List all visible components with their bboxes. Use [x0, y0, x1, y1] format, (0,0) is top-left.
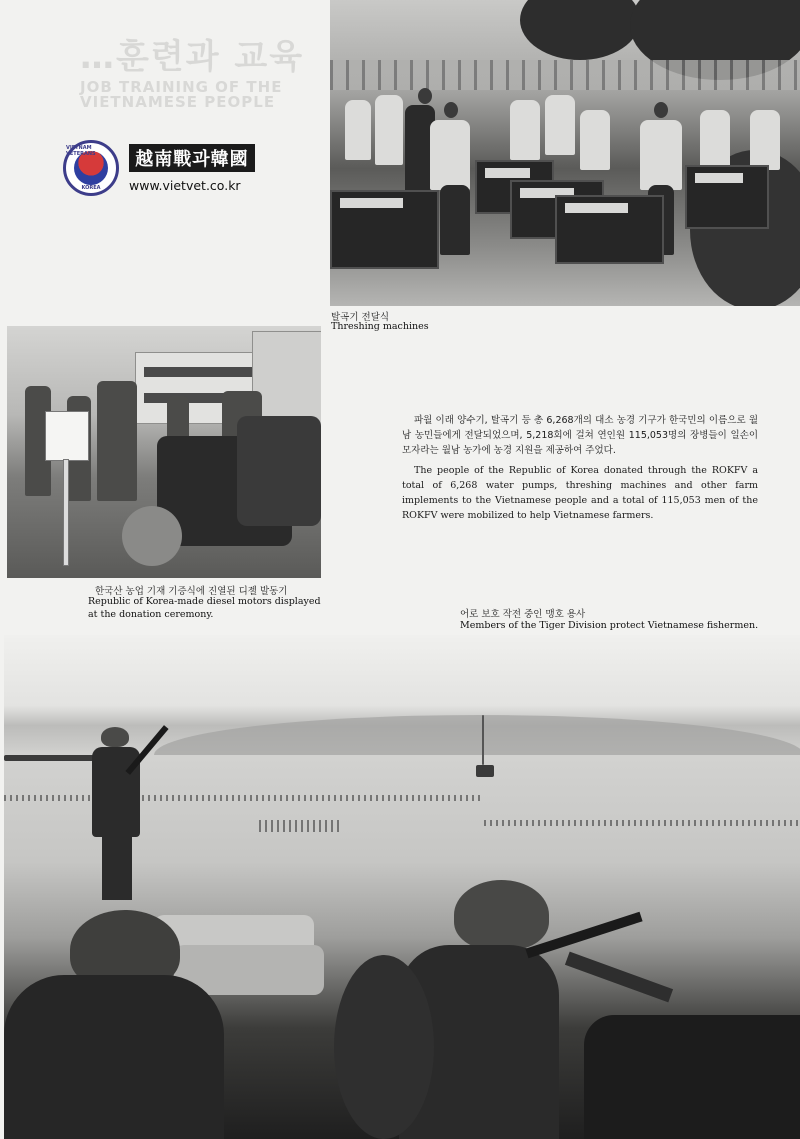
- seal-top-text: VIETNAM VETERANS: [66, 145, 96, 157]
- gunner-left: [4, 975, 224, 1139]
- mountain-range: [154, 715, 800, 755]
- photo-diesel-motors: [7, 326, 321, 578]
- gunner-helmet: [454, 880, 549, 950]
- person-figure: [430, 120, 470, 190]
- photo-tiger-division: [4, 635, 800, 1139]
- sign-post: [63, 459, 69, 566]
- display-sign: [45, 411, 89, 461]
- bleed-through-heading: [80, 37, 340, 111]
- veterans-seal-icon: [63, 140, 119, 196]
- soldier-figure: [97, 381, 137, 501]
- barbed-wire: [484, 820, 800, 826]
- photo2-caption-ko: 한국산 농업 기재 기증식에 진열된 디젤 발동기: [95, 586, 288, 597]
- photo1-caption-en: Threshing machines: [331, 321, 429, 332]
- gun-mount-wheel: [334, 955, 434, 1139]
- person-figure: [510, 100, 540, 160]
- standing-soldier-legs: [102, 835, 132, 900]
- site-logo: [63, 140, 263, 200]
- brand-title: 越南戰과韓國: [129, 144, 255, 172]
- body-paragraph-ko: 파월 이래 양수기, 탈곡기 등 총 6,268개의 대소 농경 기구가 한국민의 이름으로 월남 농민들에게 전달되었으며, 5,218회에 걸쳐 연인원 115,053명의 장병들이 일손이 모자라는 월남 농가에 농경 지원을 제공하여 주었다.: [402, 415, 758, 456]
- person-head: [418, 88, 432, 104]
- person-figure: [750, 110, 780, 170]
- boat-mast: [482, 715, 484, 765]
- person-figure: [545, 95, 575, 155]
- person-figure: [345, 100, 371, 160]
- person-figure: [440, 185, 470, 255]
- person-figure: [580, 110, 610, 170]
- machine-gun: [565, 952, 673, 1003]
- seal-bottom-text: KOREA: [81, 185, 101, 191]
- site-url: www.vietvet.co.kr: [129, 178, 241, 193]
- photo2-caption-en-line2: at the donation ceremony.: [88, 609, 214, 620]
- bleed-through-line-3: VIETNAMESE PEOPLE: [80, 93, 276, 111]
- person-figure: [640, 120, 682, 190]
- bleed-through-line-2: JOB TRAINING OF THE: [80, 78, 283, 96]
- fish-trap: [259, 820, 339, 832]
- photo1-caption-ko: 탈곡기 전달식: [331, 312, 390, 323]
- tree-shape: [520, 0, 640, 60]
- soldier-helmet: [101, 727, 129, 747]
- body-paragraph-en: The people of the Republic of Korea donated through the ROKFV a total of 6,268 water pumps, threshing machines and other farm implements to the Vietnamese people and a total of 115,053 men of the ROKFV were mobilized to help Vietnamese farmers.: [402, 465, 758, 521]
- photo-threshing-machines: [330, 0, 800, 306]
- building: [252, 331, 321, 428]
- photo3-caption-en: Members of the Tiger Division protect Vietnamese fishermen.: [460, 620, 759, 631]
- pump-pipe: [122, 506, 182, 566]
- barbed-wire: [4, 795, 484, 801]
- threshing-machine-crate: [330, 190, 439, 269]
- diesel-motor: [237, 416, 321, 526]
- gun-mount: [584, 1015, 800, 1139]
- fishing-boat: [4, 755, 94, 761]
- photo2-caption-en-line1: Republic of Korea-made diesel motors displayed: [88, 596, 321, 607]
- fence: [330, 60, 800, 90]
- bleed-through-line-1: …훈련과 교육: [80, 37, 305, 77]
- person-head: [444, 102, 458, 118]
- threshing-machine-crate: [555, 195, 664, 264]
- body-text: [402, 413, 758, 528]
- person-figure: [375, 95, 403, 165]
- person-figure: [700, 110, 730, 170]
- person-head: [654, 102, 668, 118]
- fishing-boat: [476, 765, 494, 777]
- threshing-machine-crate: [685, 165, 769, 229]
- photo3-caption-ko: 어로 보호 작전 중인 맹호 용사: [460, 609, 586, 620]
